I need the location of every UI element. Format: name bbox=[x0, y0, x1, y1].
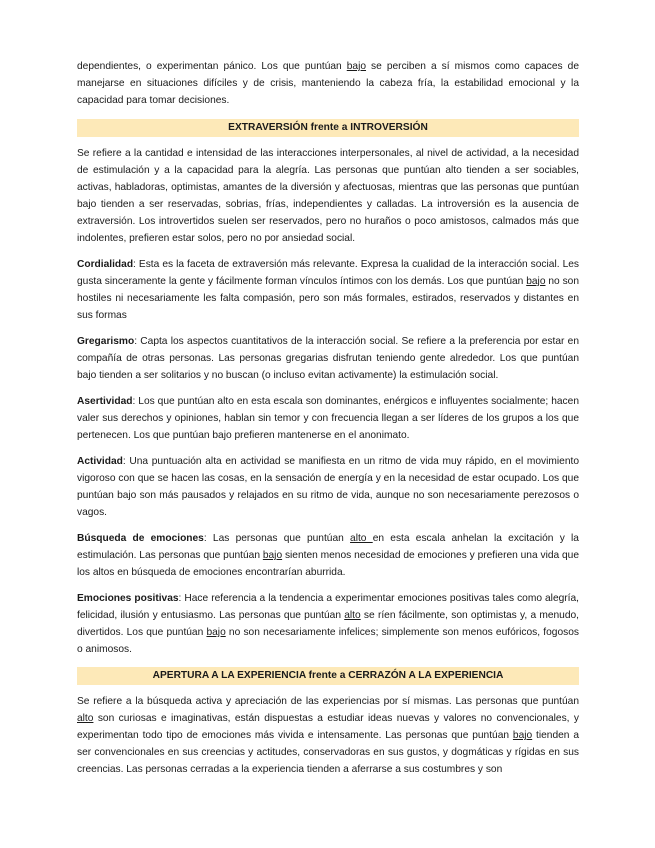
facet-cordialidad bbox=[77, 256, 579, 324]
apertura-underlined: alto bbox=[77, 713, 94, 724]
facet-term: Asertividad bbox=[77, 396, 133, 407]
apertura-description bbox=[77, 693, 579, 778]
facet-text-2: no son hostiles ni necesariamente les falta compasión, pero son más formales, estirados, reservados y distantes en sus formas bbox=[77, 276, 579, 321]
facet-underlined: alto bbox=[350, 533, 373, 544]
apertura-text: Se refiere a la búsqueda activa y apreciación de las experiencias por sí mismas. Las personas que puntúan bbox=[77, 696, 579, 707]
apertura-underlined-2: bajo bbox=[512, 730, 533, 741]
facet-term: Cordialidad bbox=[77, 259, 134, 270]
facet-text-3: sienten menos necesidad de emociones y prefieren una vida que los altos en búsqueda de emociones encontrarían aburrida. bbox=[77, 550, 580, 578]
facet-text: : Una puntuación alta en actividad se manifiesta en un ritmo de vida muy rápido, en el movimiento vigoroso con que se hacen las cosas, en la sensación de energía y en la necesidad de estar ocupado. Los que puntúan bajo son más pausados y relajados en su ritmo de vida, aunque no son necesariamente perezosos o vagos. bbox=[77, 456, 579, 518]
facet-underlined-2: bajo bbox=[262, 550, 283, 561]
facet-text-2: en esta escala anhelan la excitación y la estimulación. Las personas que puntúan bbox=[77, 533, 579, 561]
intro-underlined: bajo bbox=[346, 61, 367, 72]
intro-paragraph bbox=[77, 58, 579, 109]
intro-text: dependientes, o experimentan pánico. Los que puntúan bbox=[77, 61, 347, 72]
section-heading-apertura: APERTURA A LA EXPERIENCIA frente a CERRAZÓN A LA EXPERIENCIA bbox=[77, 667, 579, 685]
facet-term: Emociones positivas bbox=[77, 593, 179, 604]
apertura-text-2: son curiosas e imaginativas, están dispuestas a estudiar ideas nuevas y valores no convencionales, y experimentan todo tipo de emociones más vivida e intensamente. Las personas que puntúan bbox=[77, 713, 579, 741]
facet-text: : Esta es la faceta de extraversión más relevante. Expresa la cualidad de la interacción social. Les gusta sinceramente la gente y fácilmente forman vínculos íntimos con los demás. Los que puntúan bbox=[77, 259, 579, 287]
section-heading-extraversion: EXTRAVERSIÓN frente a INTROVERSIÓN bbox=[77, 119, 579, 137]
facet-asertividad bbox=[77, 393, 579, 444]
facet-term: Actividad bbox=[77, 456, 123, 467]
facet-busqueda-emociones bbox=[77, 530, 579, 581]
facet-text: : Los que puntúan alto en esta escala son dominantes, enérgicos e influyentes socialmente; hacen valer sus derechos y opiniones, hablan sin temor y con frecuencia llegan a ser líderes de los grupos a los que pertenecen. Los que puntúan bajo prefieren mantenerse en el anonimato. bbox=[77, 396, 579, 441]
facet-term: Búsqueda de emociones bbox=[77, 533, 204, 544]
facet-underlined-2: bajo bbox=[206, 627, 226, 638]
facet-underlined: bajo bbox=[526, 276, 546, 287]
apertura-text-3: tienden a ser convencionales en sus creencias y actitudes, conservadoras en sus gustos, y dogmáticas y rígidas en sus creencias. Las personas cerradas a la experiencia tienden a aferrarse a sus costumbres y son bbox=[77, 730, 580, 775]
facet-text: : Hace referencia a la tendencia a experimentar emociones positivas tales como alegría, felicidad, ilusión y entusiasmo. Las personas que puntúan bbox=[77, 593, 580, 621]
document-page bbox=[77, 58, 579, 787]
facet-text: : Las personas que puntúan bbox=[203, 533, 351, 544]
facet-term: Gregarismo bbox=[77, 336, 135, 347]
facet-text-2: se ríen fácilmente, son optimistas y, a menudo, divertidos. Los que puntúan bbox=[77, 610, 579, 638]
facet-emociones-positivas bbox=[77, 590, 579, 658]
facet-text-3: no son necesariamente infelices; simplemente son menos eufóricos, fogosos o animosos. bbox=[77, 627, 579, 655]
facet-text: : Capta los aspectos cuantitativos de la interacción social. Se refiere a la preferencia por estar en compañía de otras personas. Las personas gregarias disfrutan teniendo gente alrededor. Los que puntúan bajo tienden a ser solitarios y no buscan (o incluso evitan activamente) la estimulación social. bbox=[77, 336, 579, 381]
intro-text-2: se perciben a sí mismos como capaces de manejarse en situaciones difíciles y de crisis, manteniendo la cabeza fría, la estabilidad emocional y la capacidad para tomar decisiones. bbox=[77, 61, 579, 106]
facet-actividad bbox=[77, 453, 579, 521]
facet-gregarismo bbox=[77, 333, 579, 384]
facet-underlined: alto bbox=[344, 610, 361, 621]
extraversion-description: Se refiere a la cantidad e intensidad de las interacciones interpersonales, al nivel de actividad, a la necesidad de estimulación y a la capacidad para la alegría. Las personas que puntúan alto tienden a ser sociables, activas, habladoras, optimistas, amantes de la diversión y afectuosas, mientras que las personas que puntúan bajo tienden a ser reservadas, sobrias, frías, independientes y calladas. La introversión es la ausencia de extraversión. Los introvertidos suelen ser reservados, pero no huraños o poco amistosos, calmados más que indolentes, prefieren estar solos, pero no por ansiedad social. bbox=[77, 148, 579, 244]
